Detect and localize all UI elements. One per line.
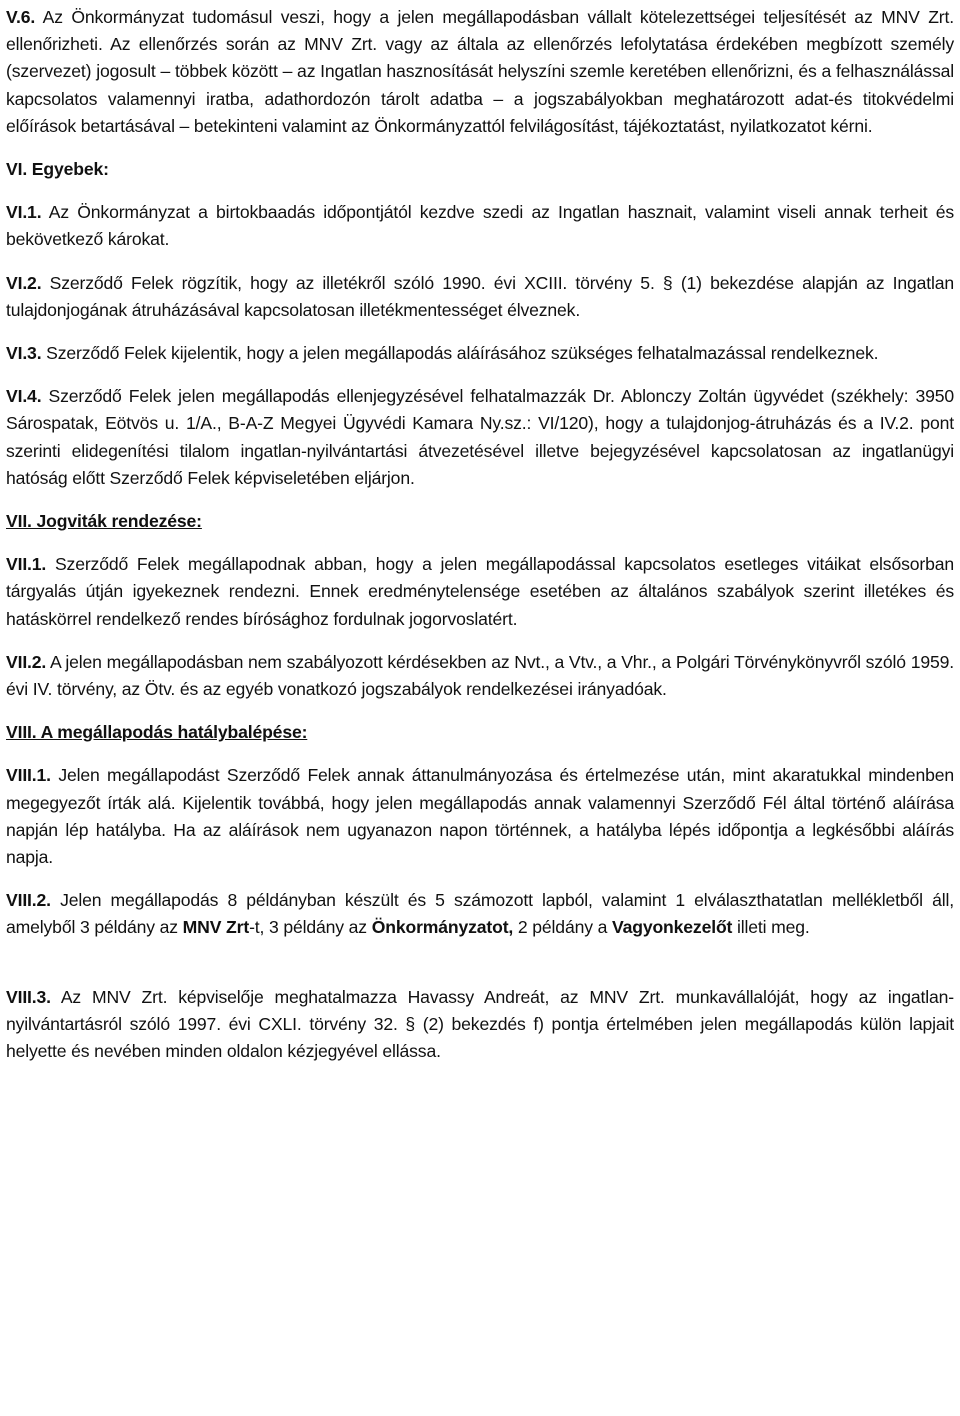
paragraph-text-part1: Jelen megállapodás 8 példányban készült és 5 számozott lapból, valamint 1 elválaszthatatlan mellékletből áll, amelyből 3 példány az bbox=[6, 890, 954, 938]
paragraph-number: VI.3. bbox=[6, 343, 42, 364]
section-heading-vii: VII. Jogviták rendezése: bbox=[6, 511, 202, 532]
paragraph-text: Szerződő Felek jelen megállapodás ellenjegyzésével felhatalmazzák Dr. Ablonczy Zoltán ügyvédet (székhely: 3950 Sárospatak, Eötvös u. 1/A., B-A-Z Megyei Ügyvédi Kamara Ny.sz.: VI/120), hogy a tulajdonjog-átruházás és a IV.2. pont szerinti elidegenítési tilalom ingatlan-nyilvántartási átvezetésével illetve bejegyzésével kapcsolatosan az ingatlanügyi hatóság előtt Szerződő Felek képviseletében eljárjon. bbox=[6, 386, 954, 488]
bold-onkormanyzat: Önkormányzatot, bbox=[371, 917, 514, 938]
paragraph-text-part2: -t, 3 példány az bbox=[249, 917, 372, 938]
paragraph-number: VII.2. bbox=[6, 651, 47, 672]
paragraph-number: VI.2. bbox=[6, 272, 42, 293]
paragraph-text: Szerződő Felek kijelentik, hogy a jelen megállapodás aláírásához szükséges felhatalmazással rendelkeznek. bbox=[41, 343, 879, 364]
paragraph-number: V.6. bbox=[6, 7, 36, 27]
paragraph-vii2 bbox=[6, 649, 954, 703]
section-heading-viii: VIII. A megállapodás hatálybalépése: bbox=[6, 722, 308, 743]
paragraph-text: Az Önkormányzat a birtokbaadás időpontjától kezdve szedi az Ingatlan hasznait, valamint viseli annak terheit és bekövetkező károkat. bbox=[6, 202, 954, 250]
bold-mnv-zrt: MNV Zrt bbox=[182, 917, 250, 938]
paragraph-vi1 bbox=[6, 199, 954, 253]
paragraph-text: Az Önkormányzat tudomásul veszi, hogy a jelen megállapodásban vállalt kötelezettségei teljesítését az MNV Zrt. ellenőrizheti. Az ellenőrzés során az MNV Zrt. vagy az általa az ellenőrzés lefolytatása érdekében megbízott személy (szervezet) jogosult – többek között – az Ingatlan hasznosítását helyszíni szemle keretében ellenőrizni, és a felhasználással kapcsolatos valamennyi iratba, adathordozón tárolt adatba – a jogszabályokban meghatározott adat-és titokvédelmi előírások betartásával – betekinteni valamint az Önkormányzattól felvilágosítást, tájékoztatást, nyilatkozatot kérni. bbox=[6, 7, 954, 136]
paragraph-text-part3: 2 példány a bbox=[513, 917, 612, 938]
paragraph-viii2 bbox=[6, 887, 954, 941]
bold-vagyonkezelo: Vagyonkezelőt bbox=[611, 917, 733, 938]
paragraph-number: VIII.2. bbox=[6, 890, 51, 911]
paragraph-number: VIII.3. bbox=[6, 986, 51, 1007]
paragraph-vi3 bbox=[6, 340, 954, 367]
paragraph-text: Az MNV Zrt. képviselője meghatalmazza Havassy Andreát, az MNV Zrt. munkavállalóját, hogy az ingatlan-nyilvántartásról szóló 1997. évi CXLI. törvény 32. § (2) bekezdés f) pontja értelmében jelen megállapodás külön lapjait helyette és nevében minden oldalon kézjegyével ellássa. bbox=[6, 986, 954, 1062]
paragraph-vii1 bbox=[6, 551, 954, 633]
paragraph-v6 bbox=[6, 4, 954, 140]
paragraph-number: VII.1. bbox=[6, 554, 47, 575]
paragraph-viii1 bbox=[6, 762, 954, 871]
paragraph-number: VI.4. bbox=[6, 386, 42, 407]
section-heading-vi: VI. Egyebek: bbox=[6, 159, 109, 180]
paragraph-text: Szerződő Felek megállapodnak abban, hogy a jelen megállapodással kapcsolatos esetleges vitáikat elsősorban tárgyalás útján igyekeznek rendezni. Ennek eredménytelensége esetében az általános szabályok szerint illetékes és hatáskörrel rendelkező rendes bírósághoz fordulnak jogorvoslatért. bbox=[6, 554, 954, 629]
paragraph-vi2 bbox=[6, 270, 954, 324]
paragraph-number: VI.1. bbox=[6, 202, 42, 223]
paragraph-text: Szerződő Felek rögzítik, hogy az illetékről szóló 1990. évi XCIII. törvény 5. § (1) bekezdése alapján az Ingatlan tulajdonjogának átruházásával kapcsolatosan illetékmentességet élveznek. bbox=[6, 272, 954, 320]
paragraph-text: A jelen megállapodásban nem szabályozott kérdésekben az Nvt., a Vtv., a Vhr., a Polgári Törvénykönyvről szóló 1959. évi IV. törvény, az Ötv. és az egyéb vonatkozó jogszabályok rendelkezései irányadóak. bbox=[6, 651, 954, 700]
paragraph-number: VIII.1. bbox=[6, 765, 51, 786]
paragraph-vi4 bbox=[6, 383, 954, 492]
paragraph-text: Jelen megállapodást Szerződő Felek annak áttanulmányozása és értelmezése után, mint akaratukkal mindenben megegyezőt írták alá. Kijelentik továbbá, hogy jelen megállapodás annak valamennyi Szerződő Fél által történő aláírása napján lép hatályba. Ha az aláírások nem ugyanazon napon történnek, a hatályba lépés időpontja a legkésőbbi aláírás napja. bbox=[6, 765, 954, 868]
paragraph-text-part4: illeti meg. bbox=[732, 917, 810, 938]
paragraph-viii3 bbox=[6, 984, 954, 1066]
